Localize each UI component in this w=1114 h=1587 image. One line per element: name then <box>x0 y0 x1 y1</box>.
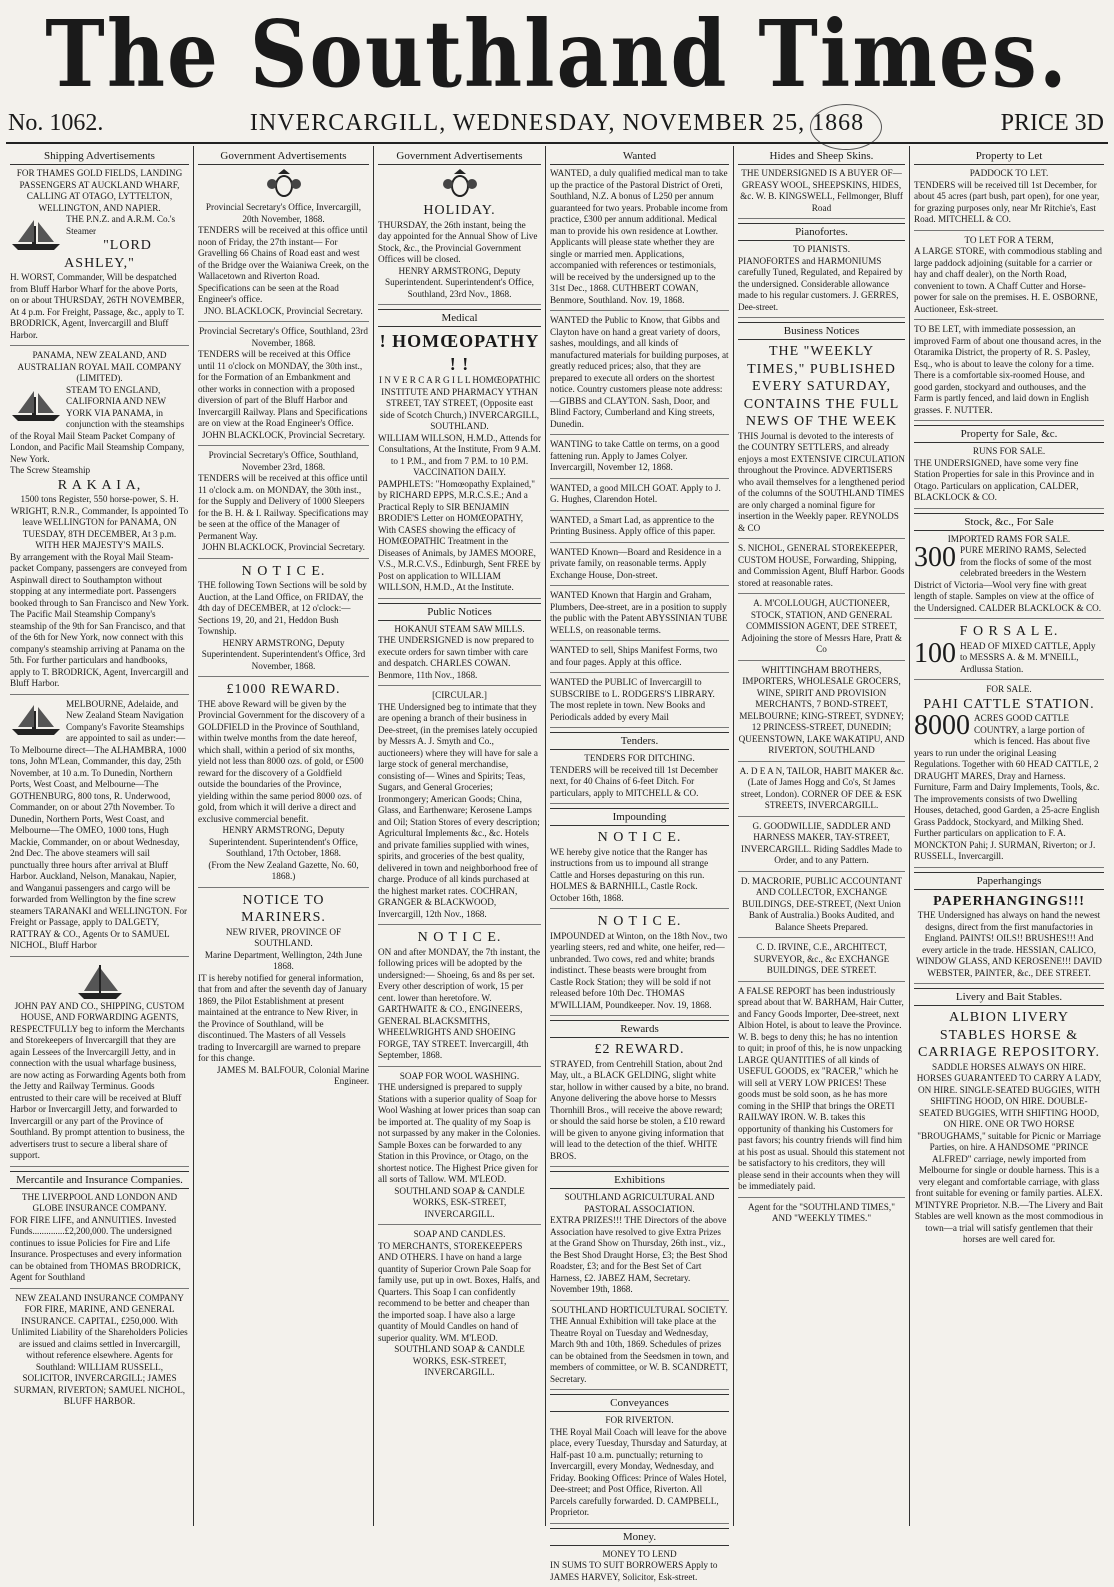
advertisement <box>738 942 905 982</box>
ad-text: THE Annual Exhibition will take place at the Theatre Royal on Tuesday and Wednesday, March 9th and 10th, 1869. Schedules of prizes can be obtained from the Seedsmen in town, and members of committee, or W. B. SCANDRETT, Secretary. <box>550 1316 729 1385</box>
ad-signature: JAMES M. BALFOUR, Colonial Marine Engineer. <box>198 1065 369 1088</box>
ad-signature: JOHN BLACKLOCK, Provincial Secretary. <box>198 430 369 442</box>
ad-heading: FOR SALE. <box>914 684 1104 696</box>
ad-heading: [CIRCULAR.] <box>378 690 541 702</box>
ad-heading: FOR RIVERTON. <box>550 1415 729 1427</box>
advertisement <box>378 690 541 925</box>
advertisement <box>550 829 729 909</box>
advertisement <box>738 244 905 318</box>
ship-name: R A K A I A, <box>10 477 189 495</box>
ad-heading: PAPERHANGINGS!!! <box>914 893 1104 911</box>
ad-text: Provincial Secretary's Office, Southland, 23rd November, 1868. <box>198 326 369 349</box>
columns <box>6 146 1108 1526</box>
advertisement <box>10 350 189 695</box>
ad-text: IMPOUNDED at Winton, on the 18th Nov., two yearling steers, red and white, one heifer, red—unbranded. Two cows, red and white; brands indistinct. These beasts were brought from Castle Rock Station; they will be sold if not released before 10th Dec. THOMAS M'WILLIAM, Poundkeeper. Nov. 19, 1868. <box>550 931 729 1012</box>
section-heading: Property to Let <box>914 148 1104 165</box>
section-heading: Impounding <box>550 808 729 826</box>
section-heading: Medical <box>378 309 541 327</box>
advertisement <box>550 1549 729 1587</box>
ad-heading: N O T I C E. <box>550 829 729 847</box>
advertisement <box>914 534 1104 620</box>
advertisement <box>378 624 541 687</box>
advertisement <box>550 1415 729 1524</box>
ad-heading: THE LIVERPOOL AND LONDON AND GLOBE INSURANCE COMPANY. <box>10 1192 189 1215</box>
advertisement <box>550 547 729 587</box>
ad-text: WANTING to take Cattle on terms, on a good fattening run. Apply to James Colyer. Invercargill, November 12, 1868. <box>550 439 729 474</box>
ad-signature: HENRY ARMSTRONG, Deputy Superintendent. Superintendent's Office, Southland, 23rd Nov., 1868. <box>378 266 541 301</box>
advertisement <box>198 168 369 322</box>
ad-heading: PADDOCK TO LET. <box>914 168 1104 180</box>
ad-text: By arrangement with the Royal Mail Steam-packet Company, passengers are conveyed from Aspinwall direct to Southampton without stopping at any intermediate port. Passengers booked through to San Francisco and New York. The Pacific Mail Steamship Company's steamship of the 9th for San Francisco, and that of the 6th for New York, now connect with this company's steamship arriving at Panama on the 5th. For further particulars and handbooks, apply to T. BRODRICK, Agent, Invercargill and Bluff Harbor. <box>10 552 189 690</box>
ad-text: SADDLE HORSES ALWAYS ON HIRE. HORSES GUARANTEED TO CARRY A LADY, ON HIRE. SINGLE-SEATED BUGGIES, WITH SHIFTING HOOD, ON HIRE. DOUBLE-SEATED BUGGIES, WITH SHIFTING HOOD, ON HIRE. ONE OR TWO HORSE "BROUGHAMS," suitable for Picnic or Marriage Parties, on hire. A HANDSOME "PRINCE ALFRED" carriage, newly imported from Melbourne for single or double harness. This is a very elegant and comfortable carriage, with glass front suitable for evening or family parties. ALEX. M'INTYRE Proprietor. N.B.—The Livery and Bait Stables are well known as the most commodious in town—a trial will satisfy gentlemen that their horses are well cared for. <box>914 1062 1104 1246</box>
ad-text: TENDERS will be received till 1st December, for about 45 acres (part bush, part open), for one year, for grazing purposes only, near Mr Ritchie's, East Road. MITCHELL & CO. <box>914 180 1104 226</box>
royal-coat-of-arms-icon <box>264 168 304 200</box>
ad-text: WHITTINGHAM BROTHERS, IMPORTERS, WHOLESALE GROCERS, WINE, SPIRIT AND PROVISION MERCHANTS, 7 BOND-STREET, MELBOURNE; KING-STREET, SYDNEY; 12 PRINCESS-STREET, DUNEDIN; QUEENSTOWN, LAKE WAKATIPU, AND RIVERTON, SOUTHLAND <box>738 665 905 757</box>
ad-text: WANTED, a good MILCH GOAT. Apply to J. G. Hughes, Clarendon Hotel. <box>550 483 729 506</box>
ad-heading: IMPORTED RAMS FOR SALE. <box>914 534 1104 546</box>
ad-text: WANTED Known that Hargin and Graham, Plumbers, Dee-street, are in a position to supply the public with the Patent ABYSSINIAN TUBE WELLS, on reasonable terms. <box>550 590 729 636</box>
ad-text: THE undersigned is prepared to supply Stations with a superior quality of Soap for Wool Washing at lower prices than soap can be imported at. The quality of my Soap is not surpassed by any maker in the Colonies. Sample Boxes can be forwarded to any Station in this Province, or Otago, on the shortest notice. The Highest Price given for all sorts of Tallow. WM. M'LEOD. <box>378 1082 541 1186</box>
ad-heading: PAHI CATTLE STATION. <box>914 696 1104 714</box>
dateline-bar <box>0 108 1114 138</box>
ad-text: WANTED Known—Board and Residence in a private family, on reasonable terms. Apply Exchange House, Don-street. <box>550 547 729 582</box>
ad-text: TENDERS will be received till 1st December next, for 40 Chains of 6-feet Ditch. For particulars, apply to MITCHELL & CO. <box>550 765 729 800</box>
ad-heading: TENDERS FOR DITCHING. <box>550 753 729 765</box>
ad-heading: HOKANUI STEAM SAW MILLS. <box>378 624 541 636</box>
ad-heading: SOAP FOR WOOL WASHING. <box>378 1071 541 1083</box>
ad-text: H. WORST, Commander, Will be despatched from Bluff Harbor Wharf for the above Ports, on or about THURSDAY, 26TH NOVEMBER, At 4 p.m. For Freight, Passage, &c., apply to T. BRODRICK, Agent, Invercargill and Bluff Harbor. <box>10 272 189 341</box>
advertisement <box>914 235 1104 321</box>
section-heading: Public Notices <box>378 603 541 621</box>
advertisement <box>10 1293 189 1412</box>
ad-text: S. NICHOL, GENERAL STOREKEEPER, CUSTOM HOUSE, Forwarding, Shipping, and Commission Agent, Bluff Harbor. Goods stored at reasonable rates. <box>738 543 905 589</box>
ad-heading: £2 REWARD. <box>550 1041 729 1059</box>
ad-text: Agent for the "SOUTHLAND TIMES," AND "WEEKLY TIMES." <box>738 1202 905 1225</box>
quantity-number: 300 <box>914 545 956 571</box>
column-2 <box>194 146 374 1526</box>
advertisement <box>914 1009 1104 1250</box>
ad-heading: N O T I C E. <box>198 563 369 581</box>
ad-text: G. GOODWILLIE, SADDLER AND HARNESS MAKER, TAY-STREET, INVERCARGILL. Riding Saddles Made to Order, and to any Pattern. <box>738 821 905 867</box>
ad-heading: SOUTHLAND HORTICULTURAL SOCIETY. <box>550 1305 729 1317</box>
advertisement <box>550 1041 729 1167</box>
section-heading: Government Advertisements <box>378 148 541 165</box>
quantity-number: 8000 <box>914 713 970 739</box>
column-3 <box>374 146 546 1526</box>
column-1 <box>6 146 194 1526</box>
ad-text: THURSDAY, the 26th instant, being the day appointed for the Annual Show of Live Stock, &c., the Provincial Government Offices will be closed. <box>378 220 541 266</box>
advertisement <box>738 821 905 872</box>
ad-text: THE P.N.Z. and A.R.M. Co.'s Steamer <box>10 214 189 237</box>
advertisement <box>550 677 729 728</box>
advertisement <box>550 1192 729 1301</box>
column-4 <box>546 146 734 1526</box>
ad-text: Marine Department, Wellington, 24th June 1868. <box>198 950 369 973</box>
issue-number: No. 1062. <box>8 110 103 137</box>
advertisement <box>378 929 541 1067</box>
section-heading: Money. <box>550 1528 729 1546</box>
section-heading: Tenders. <box>550 732 729 750</box>
quantity-number: 100 <box>914 641 956 667</box>
ad-text: PURE MERINO RAMS, Selected from the flocks of some of the most celebrated breeders in the Western District of Victoria—Wool very fine with great length of staple. Samples on view at the office of the Undersigned. CALDER BLACKLOCK & CO. <box>914 545 1101 613</box>
ad-text: TO BE LET, with immediate possession, an improved Farm of about one thousand acres, in the Otaramika District, the property of R. S. Pasley, Esq., who is about to leave the colony for a time. There is a comfortable six-roomed House, and good garden, stockyard and outhouses, and the Farm is partly fenced, and laid down in English grasses. F. NUTTER. <box>914 324 1104 416</box>
issue-price: PRICE 3D <box>1001 110 1104 137</box>
ad-text: A LARGE STORE, with commodious stabling and large paddock adjoining (suitable for a carrier or hay and chaff dealer), on the North Road, convenient to town. A Chaff Cutter and Horse-power for sale on the premises. H. E. OSBORNE, Auctioneer, Esk-street. <box>914 246 1104 315</box>
ad-heading: PANAMA, NEW ZEALAND, AND AUSTRALIAN ROYAL MAIL COMPANY (LIMITED). <box>10 350 189 385</box>
ad-text: IN SUMS TO SUIT BORROWERS Apply to JAMES HARVEY, Solicitor, Esk-street. <box>550 1560 729 1583</box>
ad-text: ACRES GOOD CATTLE COUNTRY, a large portion of which is fenced. Has about five years to run under the original Leasing Regulations. Together with 60 HEAD CATTLE, 2 DRAUGHT MARES, Dray and Harness. Furniture, Farm and Dairy Implements, Tools, &c. The improvements consists of two Dwelling Houses, detached, good Garden, a 25-acre English Grass Paddock, Stockyard, and Milking Shed. Further particulars on application to F. A. MONCKTON Pahi; J. SURMAN, Riverton; or J. RUSSELL, Invercargill. <box>914 713 1099 861</box>
ad-heading: SOUTHLAND AGRICULTURAL AND PASTORAL ASSOCIATION. <box>550 1192 729 1215</box>
ad-text: NEW RIVER, PROVINCE OF SOUTHLAND. <box>198 927 369 950</box>
section-heading: Property for Sale, &c. <box>914 425 1104 443</box>
ad-text: WANTED the PUBLIC of Invercargill to SUBSCRIBE to L. RODGERS'S LIBRARY. The most replete in town. New Books and Periodicals added by every Mail <box>550 677 729 723</box>
ad-text: WANTED, a duly qualified medical man to take up the practice of the Pastoral District of Oreti, Southland, N.Z. A bonus of L250 per annum guaranteed for two years. Probable income from practice, £300 per annum additional. Medical man to provide his own residence at Lowther. Applicants will please state whether they are single or married men. Applications, accompanied with references or testimonials, will be received by the undersigned up to the 31st Dec., 1868. CUTHBERT COWAN, Benmore, Southland. Nov. 19, 1868. <box>550 168 729 306</box>
advertisement <box>198 563 369 678</box>
ad-text: A. M'COLLOUGH, AUCTIONEER, STOCK, STATION, AND GENERAL COMMISSION AGENT, DEE STREET, Adjoining the store of Messrs Hare, Pratt & Co <box>738 598 905 656</box>
section-heading: Conveyances <box>550 1394 729 1412</box>
advertisement <box>10 1192 189 1289</box>
advertisement <box>914 168 1104 231</box>
ad-text: THE Undersigned beg to intimate that they are opening a branch of their business in Dee-street, (in the premises lately occupied by Messrs A. J. Smyth and Co., auctioneers) where they will have for sale a large stock of general merchandise, consisting of— Wines and Spirits; Teas, Sugars, and General Groceries; Ironmongery; American Goods; China, Glass, and Earthenware; Kerosene Lamps and Oil; Station Stores of every description; Agricultural Implements &c., &c. Hotels and private families supplied with wines, spirits, and groceries of the best quality, delivered in town and neighborhood free of charge. Produce of all kinds purchased at the highest market rates. COCHRAN, GRANGER & BLACKWOOD, Invercargill, 12th Nov., 1868. <box>378 702 541 921</box>
advertisement <box>738 1202 905 1229</box>
ad-text: A FALSE REPORT has been industriously spread about that W. BARHAM, Hair Cutter, and Fancy Goods Importer, Dee-street, next Albion Hotel, is about to leave the Province. W. B. begs to deny this; he has no intention to quit; in proof of this, he is now unpacking LARGE QUANTITIES of all kinds of USEFUL GOODS, ex "RACER," which he will sell at VERY LOW PRICES! These goods must be sold soon, as he has more coming in the SHIP that brings the ORETI RAILWAY IRON. W. B. takes this opportunity of thanking his Customers for past favors; his country friends will find him at his post as usual. Should this statement not be satisfactory to his creditors, they will please send in their accounts when they will be immediately paid. <box>738 986 905 1193</box>
advertisement <box>10 168 189 346</box>
ad-heading: MONEY TO LEND <box>550 1549 729 1561</box>
advertisement <box>378 168 541 305</box>
ad-text: C. D. IRVINE, C.E., ARCHITECT, SURVEYOR, &c., &c EXCHANGE BUILDINGS, DEE STREET. <box>738 942 905 977</box>
advertisement <box>550 439 729 479</box>
advertisement <box>738 343 905 539</box>
advertisement <box>550 168 729 311</box>
ad-text: SOUTHLAND SOAP & CANDLE WORKS, ESK-STREET, INVERCARGILL. <box>378 1186 541 1221</box>
ship-name: "LORD ASHLEY," <box>10 237 189 272</box>
ad-heading: SOAP AND CANDLES. <box>378 1229 541 1241</box>
advertisement <box>738 986 905 1198</box>
ad-text: SOUTHLAND SOAP & CANDLE WORKS, ESK-STREET, INVERCARGILL. <box>378 1344 541 1379</box>
section-heading: Business Notices <box>738 322 905 340</box>
ad-text: Provincial Secretary's Office, Invercargill, 20th November, 1868. <box>198 202 369 225</box>
ad-heading: N O T I C E. <box>550 913 729 931</box>
ad-text: RESPECTFULLY beg to inform the Merchants and Storekeepers of Invercargill that they are again Lessees of the Invercargill Jetty, and in connection with the usual wharfage business, are now acting as Forwarding Agents both from the Jetty and Railway Terminus. Goods entrusted to their care will be received at Bluff Harbor or Invercargill Jetty, and forwarded to Invercargill or any part of the Province of Southland. By prompt attention to business, the advertisers trust to secure a liberal share of support. <box>10 1024 189 1162</box>
advertisement <box>550 590 729 641</box>
ad-text: I N V E R C A R G I L L HOMŒOPATHIC INSTITUTE AND PHARMACY YTHAN STREET, TAY STREET, (Opposite east side of Scotch Church,) INVERCARGILL, SOUTHLAND. <box>378 375 541 433</box>
ad-text: NEW ZEALAND INSURANCE COMPANY FOR FIRE, MARINE, AND GENERAL INSURANCE. CAPITAL, £250,000. With Unlimited Liability of the Shareholders Policies are issued and claims settled in Invercargill, without reference elsewhere. Agents for Southland: WILLIAM RUSSELL, SOLICITOR, INVERCARGILL; JAMES SURMAN, RIVERTON; SAMUEL NICHOL, BLUFF HARBOR. <box>10 1293 189 1408</box>
section-heading: Livery and Bait Stables. <box>914 988 1104 1006</box>
column-6 <box>910 146 1108 1526</box>
ad-text: WANTED, a Smart Lad, as apprentice to the Printing Business. Apply office of this paper. <box>550 515 729 538</box>
advertisement <box>550 645 729 673</box>
advertisement <box>10 961 189 1167</box>
section-heading: Pianofortes. <box>738 223 905 241</box>
ad-text: D. MACRORIE, PUBLIC ACCOUNTANT AND COLLECTOR, EXCHANGE BUILDINGS, DEE-STREET, (Next Union Bank of Australia.) Books Audited, and Balance Sheets Prepared. <box>738 876 905 934</box>
ad-heading: RUNS FOR SALE. <box>914 446 1104 458</box>
advertisement <box>10 699 189 957</box>
advertisement <box>914 893 1104 985</box>
ad-signature: HENRY ARMSTRONG, Deputy Superintendent. Superintendent's Office, 3rd November, 1868. <box>198 638 369 673</box>
column-5 <box>734 146 910 1526</box>
ad-text: The Screw Steamship <box>10 465 189 477</box>
section-heading: Government Advertisements <box>198 148 369 165</box>
steamship-icon <box>10 385 62 425</box>
masthead-rule <box>6 142 1108 144</box>
advertisement <box>914 684 1104 868</box>
advertisement <box>198 450 369 559</box>
ad-text: TENDERS will be received at this Office until 11 o'clock on MONDAY, the 30th inst., for the Formation of an Embankment and other works in connection with a proposed diversion of part of the Bluff Harbor and Invercargill Railway. Plans and Specifications are on view at the Road Engineer's Office. <box>198 349 369 430</box>
ad-text: THE Royal Mail Coach will leave for the above place, every Tuesday, Thursday and Saturday, at Half-past 10 a.m. punctually; returning to Invercargill, every Monday, Wednesday, and Friday. Booking Offices: Prince of Wales Hotel, Dee-street; and Post Office, Riverton. All Parcels carefully forwarded. D. CAMPBELL, Proprietor. <box>550 1427 729 1519</box>
ad-text: EXTRA PRIZES!!! THE Directors of the above Association have resolved to give Extra Prizes at the Grand Show on Thursday, 26th inst., viz., the Best Shod Draught Horse, £3; the Best Shod Roadster, £3; and for the Best Set of Cart Harness, £2. JABEZ HAM, Secretary. November 19th, 1868. <box>550 1215 729 1296</box>
section-heading: Rewards <box>550 1020 729 1038</box>
ad-text: HEAD OF MIXED CATTLE, Apply to MESSRS A. & M. M'NEILL, Ardlussa Station. <box>960 641 1096 674</box>
advertisement <box>550 1305 729 1391</box>
ad-signature: JOHN BLACKLOCK, Provincial Secretary. <box>198 542 369 554</box>
ad-heading: THE "WEEKLY TIMES," PUBLISHED EVERY SATURDAY, CONTAINS THE FULL NEWS OF THE WEEK <box>738 343 905 431</box>
ad-heading: FOR THAMES GOLD FIELDS, LANDING PASSENGERS AT AUCKLAND WHARF, CALLING AT OTAGO, LYTTELTON, WELLINGTON, AND NAPIER. <box>10 168 189 214</box>
royal-coat-of-arms-icon <box>440 168 480 200</box>
section-heading: Shipping Advertisements <box>10 148 189 165</box>
advertisement <box>738 543 905 594</box>
section-heading: Exhibitions <box>550 1171 729 1189</box>
ad-heading: N O T I C E. <box>378 929 541 947</box>
advertisement <box>738 168 905 219</box>
ad-text: PAMPHLETS: "Homœopathy Explained," by RICHARD EPPS, M.R.C.S.E.; And a Practical Reply to SIR BENJAMIN BRODIE'S Letter on HOMŒOPATHY, With CASES showing the efficacy of HOMŒOPATHIC Treatment in the Diseases of Animals, by JAMES MOORE, V.S., M.R.C.V.S., Edinburgh, Sent FREE by Post on application to WILLIAM WILLSON, H.M.D., At the Institute. <box>378 479 541 594</box>
steamship-icon <box>10 214 62 254</box>
ad-text: STRAYED, from Centrehill Station, about 2nd May, ult., a BLACK GELDING, slight white star, hollow in wither caused by a bite, no brand. Anyone delivering the above horse to Messrs Thornhill Bros., will receive the above reward; or should the said horse be stolen, a £10 reward will be given to anyone giving information that will lead to the detection of the thief. WHITE BROS. <box>550 1059 729 1163</box>
ad-text: THE UNDERSIGNED, have some very fine Station Properties for sale in this Province and in Otago. Particulars on application, CALDER, BLACKLOCK & CO. <box>914 458 1104 504</box>
advertisement <box>550 913 729 1016</box>
ad-heading: NOTICE TO MARINERS. <box>198 892 369 927</box>
issue-date: INVERCARGILL, WEDNESDAY, NOVEMBER 25, 1868 <box>0 110 1114 137</box>
advertisement <box>738 876 905 939</box>
ad-text: WANTED to sell, Ships Manifest Forms, two and four pages. Apply at this office. <box>550 645 729 668</box>
ad-signature: JNO. BLACKLOCK, Provincial Secretary. <box>198 306 369 318</box>
ad-text: THIS Journal is devoted to the interests of the COUNTRY SETTLERS, and already enjoys a most EXTENSIVE CIRCULATION throughout the Province. ADVERTISERS who avail themselves for a lengthened period of the columns of the SOUTHLAND TIMES are only charged a nominal figure for insertion in the Weekly paper. REYNOLDS & CO <box>738 431 905 535</box>
advertisement <box>914 623 1104 680</box>
section-heading: Stock, &c., For Sale <box>914 513 1104 531</box>
ad-text: (From the New Zealand Gazette, No. 60, 1868.) <box>198 860 369 883</box>
ad-text: TENDERS will be received at this office until 11 o'clock a.m. on MONDAY, the 30th inst., for the Supply and Delivery of 1000 Sleepers for the B. H. & I. Railway. Specifications may be seen at the office of the Manager of Permanent Way. <box>198 473 369 542</box>
advertisement <box>550 483 729 511</box>
advertisement <box>914 324 1104 421</box>
advertisement <box>378 1071 541 1226</box>
masthead <box>0 0 1114 108</box>
ad-text: STEAM TO ENGLAND, CALIFORNIA AND NEW YORK VIA PANAMA, in conjunction with the steamships of the Royal Mail Steam Packet Company of London, and Pacific Mail Steamship Company, New York. <box>10 385 189 466</box>
ad-text: PIANOFORTES and HARMONIUMS carefully Tuned, Regulated, and Repaired by the undersigned. Considerable allowance made to his regular customers. J. GERRES, Dee-street. <box>738 256 905 314</box>
sailing-ship-icon <box>74 961 126 1001</box>
newspaper-title: The Southland Times. <box>45 0 1068 116</box>
ad-heading: ! HOMŒOPATHY ! ! <box>378 330 541 375</box>
steamship-icon <box>10 699 62 739</box>
section-heading: Hides and Sheep Skins. <box>738 148 905 165</box>
ad-text: FOR FIRE LIFE, and ANNUITIES. Invested Funds..............£2,200,000. The undersigned continues to issue Policies for Fire and Life Insurance. Prospectuses and every information can be obtained from THOMAS BRODRICK, Agent for Southland <box>10 1215 189 1284</box>
ad-text: IT is hereby notified for general information, that from and after the seventh day of January 1869, the Pilot Establishment at present maintained at the entrance to New River, in the Province of Southland, will be discontinued. The Masters of all Vessels trading to Invercargill are warned to prepare for this change. <box>198 973 369 1065</box>
advertisement <box>198 892 369 1092</box>
ad-text: Provincial Secretary's Office, Southland, November 23rd, 1868. <box>198 450 369 473</box>
section-heading: Wanted <box>550 148 729 165</box>
ad-text: TO MERCHANTS, STOREKEEPERS AND OTHERS. I have on hand a large quantity of Superior Crown Pale Soap for family use, put up in owt. Boxes, Halfs, and Quarters. This Soap I can confidently recommend to be better and cheaper than the imported soap. I have also a large quantity of Mould Candles on hand of superior quality. WM. M'LEOD. <box>378 1241 541 1345</box>
advertisement <box>378 330 541 599</box>
advertisement <box>378 1229 541 1383</box>
ad-text: ON and after MONDAY, the 7th instant, the following prices will be adopted by the undersigned:— Shoeing, 6s and 8s per set. Every other description of work, 15 per cent. lower than heretofore. W. GARTHWAITE & CO., ENGINEERS, GENERAL BLACKSMITHS, WHEELWRIGHTS AND SHOEING FORGE, TAY STREET. Invercargill, 4th September, 1868. <box>378 947 541 1062</box>
ad-heading: TO PIANISTS. <box>738 244 905 256</box>
advertisement <box>738 665 905 762</box>
section-heading: Mercantile and Insurance Companies. <box>10 1171 189 1189</box>
ad-signature: HENRY ARMSTRONG, Deputy Superintendent. Superintendent's Office, Southland, 17th October, 1868. <box>198 825 369 860</box>
ad-text: 1500 tons Register, 550 horse-power, S. H. WRIGHT, R.N.R., Commander, Is appointed To leave WELLINGTON for PANAMA, ON TUESDAY, 8TH DECEMBER, At 3 p.m. WITH HER MAJESTY'S MAILS. <box>10 494 189 552</box>
ad-text: THE above Reward will be given by the Provincial Government for the discovery of a GOLDFIELD in the Province of Southland, within twelve months from the date hereof, which shall, within a period of six months, yield not less than 8000 ozs. of gold, or £500 reward for the discovery of a Goldfield outside the boundaries of the Province, yielding within the same period 8000 ozs. of gold, from which it will derive a direct and exclusive commercial benefit. <box>198 699 369 826</box>
ad-text: TENDERS will be received at this office until noon of Friday, the 27th instant— For Gravelling 66 Chains of Road east and west of the Bridge over the Waianiwa Creek, on the Wallacetown and Riverton Road. Specifications can be seen at the Road Engineer's office. <box>198 225 369 306</box>
advertisement <box>198 326 369 446</box>
ad-text: WANTED the Public to Know, that Gibbs and Clayton have on hand a great variety of doors, sashes, mouldings, and all kinds of manufactured materials for building purposes, at greatly reduced prices; also, that they are prepared to execute all orders on the shortest notice. Country customers please note address:—GIBBS and CLAYTON. Sash, Door, and Blind Factory, Cumberland and King streets, Dunedin. <box>550 315 729 430</box>
ad-heading: HOLIDAY. <box>378 202 541 220</box>
advertisement <box>550 515 729 543</box>
ad-text: WILLIAM WILLSON, H.M.D., Attends for Consultations, At the Institute, From 9 A.M. to 1 P.M., and from 7 P.M. to 10 P.M. VACCINATION DAILY. <box>378 433 541 479</box>
ad-heading: TO LET FOR A TERM, <box>914 235 1104 247</box>
advertisement <box>550 753 729 804</box>
ad-text: THE UNDERSIGNED IS A BUYER OF— GREASY WOOL, SHEEPSKINS, HIDES, &c. W. B. KINGSWELL, Fellmonger, Bluff Road <box>738 168 905 214</box>
section-heading: Paperhangings <box>914 872 1104 890</box>
advertisement <box>738 598 905 661</box>
advertisement <box>550 315 729 435</box>
ad-text: THE following Town Sections will be sold by Auction, at the Land Office, on FRIDAY, the 4th day of DECEMBER, at 12 o'clock:— Sections 19, 20, and 21, Heddon Bush Township. <box>198 580 369 638</box>
ad-heading: ALBION LIVERY STABLES HORSE & CARRIAGE REPOSITORY. <box>914 1009 1104 1062</box>
ad-heading: JOHN PAY AND CO., SHIPPING, CUSTOM HOUSE, AND FORWARDING AGENTS, <box>10 1001 189 1024</box>
advertisement <box>914 446 1104 509</box>
ad-text: A. D E A N, TAILOR, HABIT MAKER &c. (Late of James Hogg and Co's, St James street, London). CORNER OF DEE & ESK STREETS, INVERCARGILL. <box>738 766 905 812</box>
ad-text: THE Undersigned has always on hand the newest designs, direct from the first manufactories in England. PAINTS! OILS!! BRUSHES!!! And every article in the trade. HESSIAN, CALICO, WINDOW GLASS, AND KEROSENE!!! DAVID WEBSTER, PAINTER, &c., DEE STREET. <box>914 910 1104 979</box>
ad-heading: F O R S A L E. <box>914 623 1104 641</box>
advertisement <box>198 681 369 888</box>
ad-text: THE UNDERSIGNED is now prepared to execute orders for sawn timber with care and despatch. CHARLES COWAN. Benmore, 11th Nov., 1868. <box>378 635 541 681</box>
advertisement <box>738 766 905 817</box>
ad-text: MELBOURNE, Adelaide, and New Zealand Steam Navigation Company's Favorite Steamships are appointed to sail as under:— To Melbourne direct—The ALHAMBRA, 1000 tons, John M'Lean, Commander, this day, 25th November, at 10 a.m. To Dunedin, Northern Ports, West Coast, and Melbourne—The GOTHENBURG, 800 tons, R. Underwood, Commander, on or about 27th November. To Dunedin, Northern Ports, West Coast, and Melbourne—The OMEO, 1000 tons, Hugh Mackie, Commander, on or about Wednesday, 2nd Dec. The above steamers will sail punctually three hours after arrival at Bluff Harbor. Auckland, Nelson, Manakau, Napier, and Wanganui passengers and cargo will be forwarded from Wellington by the fine screw steamers TARANAKI and WELLINGTON. For Freight or Passage, apply to DALGETY, RATTRAY & CO., Agents Or to SAMUEL NICHOL, Bluff Harbor <box>10 699 189 952</box>
ad-heading: £1000 REWARD. <box>198 681 369 699</box>
ad-text: WE hereby give notice that the Ranger has instructions from us to impound all strange Cattle and Horses depasturing on this run. HOLMES & BARNHILL, Castle Rock. October 16th, 1868. <box>550 847 729 905</box>
